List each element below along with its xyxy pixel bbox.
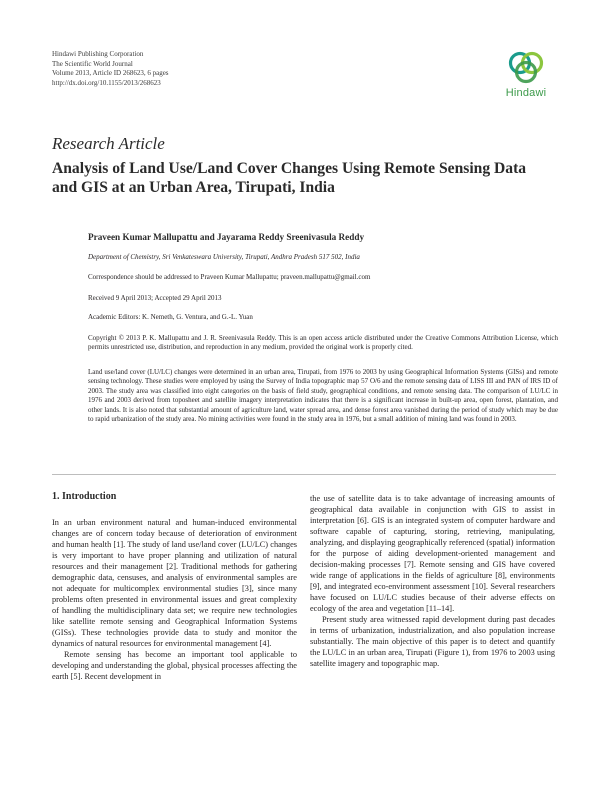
article-category: Research Article [52,134,165,153]
section-heading: 1. Introduction [52,491,117,502]
paragraph: the use of satellite data is to take advantage of increasing amounts of geographical data available in conjunction with GIS to assist in interpretation [6]. GIS is an integrated system of computer hardware and software capable of capturing, storing, retrieving, manipulating, analyzing, and displaying geographically referenced (spatial) information for the purpose of aiding development-oriented management and decision-making processes [7]. Remote sensing and GIS have covered wide range of applications in the fields of agriculture [8], environments [9], and integrated eco-environment assessment [10]. Several researchers have focused on LU/LC studies because of their adverse effects on ecology of the area and vegetation [11–14]. [310,494,555,613]
paragraph: In an urban environment natural and human-induced environmental changes are of concern today because of deterioration of environment and human health [1]. The study of land use/land cover (LU/LC) changes is very important to have proper planning and utilization of natural resources and their management [2]. Traditional methods for gathering demographic data, censuses, and analysis of environmental samples are not adequate for multicomplex environmental studies [3], since many problems often presented in environmental issues and great complexity of handling the multidisciplinary data set; we require new technologies like satellite remote sensing and Geographical Information Systems (GISs). These technologies provide data to study and monitor the dynamics of natural resources for environmental management [4]. [52,518,297,648]
body-column-right [310,493,555,669]
hindawi-rings-icon [504,48,548,86]
hindawi-logo [496,48,556,99]
received-accepted-dates: Received 9 April 2013; Accepted 29 April 2013 [88,294,222,302]
paragraph: Present study area witnessed rapid development during past decades in terms of urbanization, industrialization, and also population increase substantially. The main objective of this paper is to detect and quantify the LU/LC in an urban area, Tirupati (Figure 1), from 1976 to 2003 using satellite imagery and topographic map. [310,615,555,668]
academic-editors: Academic Editors: K. Nemeth, G. Ventura, and G.-L. Yuan [88,313,253,321]
logo-wordmark: Hindawi [505,87,547,99]
article-title: Analysis of Land Use/Land Cover Changes Using Remote Sensing Data and GIS at an Urban Area, Tirupati, India [52,160,527,196]
author-list: Praveen Kumar Mallupattu and Jayarama Reddy Sreenivasula Reddy [88,232,365,242]
journal-header [52,50,169,88]
doi-link[interactable]: http://dx.doi.org/10.1155/2013/268623 [52,78,161,87]
abstract: Land use/land cover (LU/LC) changes were determined in an urban area, Tirupati, from 1976 to 2003 by using Geographical Information Systems (GISs) and remote sensing technology. These studies were employed by using the Survey of India topographic map 57 O/6 and the remote sensing data of LISS III and PAN of IRS ID of 2003. The study area was classified into eight categories on the basis of field study, geographical conditions, and remote sensing data. The comparison of LU/LC in 1976 and 2003 derived from toposheet and satellite imagery interpretation indicates that there is a significant increase in built-up area, open forest, plantation, and other lands. It is also noted that substantial amount of agriculture land, water spread area, and dense forest area vanished during the period of study which may be due to rapid urbanization of the study area. No mining activities were found in the study area in 1976, but a small addition of mining land was found in 2003. [88,368,558,424]
body-column-left [52,517,297,682]
publisher-name: Hindawi Publishing Corporation [52,50,144,58]
affiliation: Department of Chemistry, Sri Venkateswara University, Tirupati, Andhra Pradesh 517 502, India [88,253,360,261]
section-divider [52,474,556,475]
copyright-notice: Copyright © 2013 P. K. Mallupattu and J. R. Sreenivasula Reddy. This is an open access article distributed under the Creative Commons Attribution License, which permits unrestricted use, distribution, and reproduction in any medium, provided the original work is properly cited. [88,334,558,352]
volume-info: Volume 2013, Article ID 268623, 6 pages [52,69,169,77]
paragraph: Remote sensing has become an important tool applicable to developing and understanding the global, physical processes affecting the earth [5]. Recent development in [52,650,297,681]
journal-name: The Scientific World Journal [52,59,133,68]
correspondence: Correspondence should be addressed to Praveen Kumar Mallupattu; praveen.mallupattu@gmail.com [88,273,371,281]
